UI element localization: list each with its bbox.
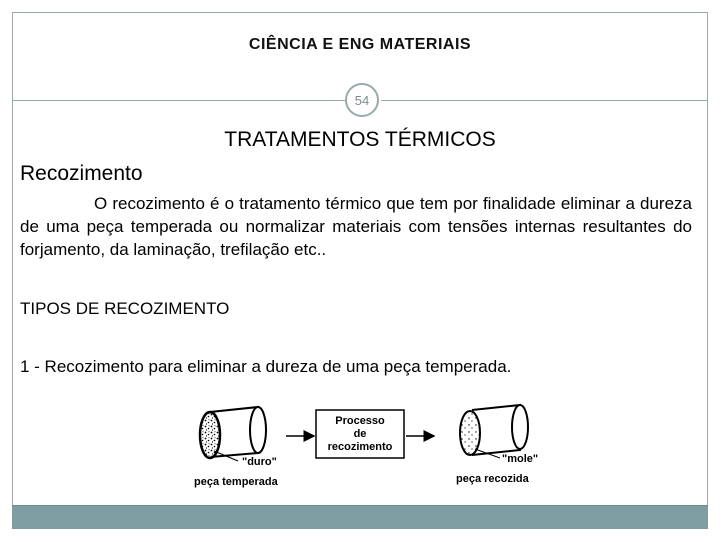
footer-bar bbox=[12, 505, 708, 529]
hard-part-caption: peça temperada bbox=[194, 476, 278, 488]
page-number-badge: 54 bbox=[345, 83, 379, 117]
soft-part-cylinder bbox=[460, 405, 528, 455]
header-divider-left bbox=[12, 100, 345, 101]
section-subtitle: Recozimento bbox=[20, 162, 143, 185]
slide-title: TRATAMENTOS TÉRMICOS bbox=[224, 128, 496, 151]
header-divider-right bbox=[381, 100, 708, 101]
process-label-line-1: Processo bbox=[335, 415, 385, 427]
body-paragraph bbox=[20, 192, 692, 261]
list-item-1: 1 - Recozimento para eliminar a dureza de uma peça temperada. bbox=[20, 357, 512, 376]
hard-part-cylinder bbox=[200, 407, 266, 458]
body-paragraph-text: O recozimento é o tratamento térmico que tem por finalidade eliminar a dureza de uma peça temperada ou normalizar materiais com tensões internas resultantes do forjamento, da laminação, trefilação etc.. bbox=[20, 194, 692, 259]
types-heading: TIPOS DE RECOZIMENTO bbox=[20, 299, 230, 318]
soft-part-caption: peça recozida bbox=[456, 473, 529, 485]
header-title: CIÊNCIA E ENG MATERIAIS bbox=[248, 36, 472, 53]
process-label-line-3: recozimento bbox=[327, 441, 393, 453]
soft-part-label: "mole" bbox=[502, 453, 539, 465]
hard-part-label: "duro" bbox=[242, 456, 277, 468]
process-label-line-2: de bbox=[353, 428, 367, 440]
annealing-diagram bbox=[180, 395, 560, 495]
